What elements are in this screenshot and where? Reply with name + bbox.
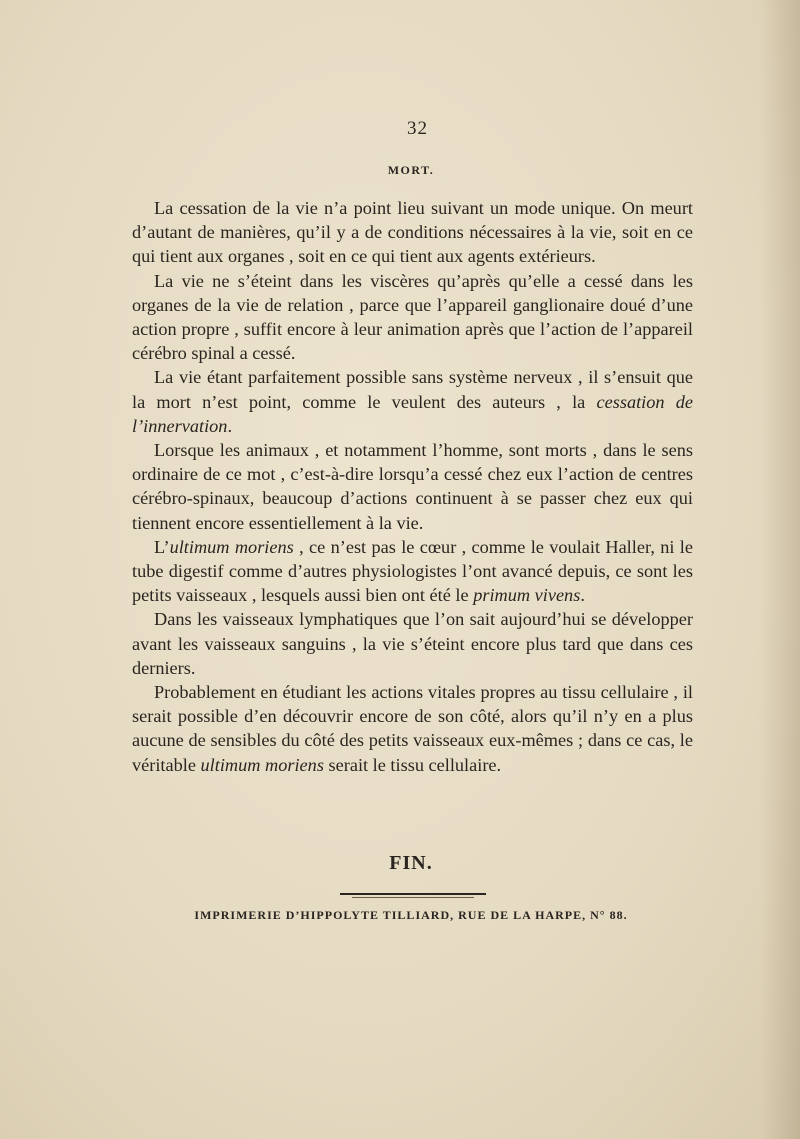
text-run: L’ bbox=[154, 536, 170, 557]
italic-text: ultimum moriens bbox=[200, 754, 324, 775]
paragraph bbox=[132, 680, 693, 777]
text-run: , ce n’est pas le cœur , comme le voulait Haller, ni le tube digestif comme d’autres physiologistes l’ont avancé depuis, ce sont les petits vaisseaux , lesquels aussi bien ont été le bbox=[132, 536, 693, 606]
italic-text: cessation de l’innervation bbox=[132, 391, 693, 436]
paragraph bbox=[132, 607, 693, 680]
running-head: MORT. bbox=[387, 163, 435, 177]
text-run: . bbox=[227, 415, 233, 436]
text-run: Dans les vaisseaux lymphatiques que l’on sait aujourd’hui se développer avant les vaisseaux sanguins , la vie s’éteint encore plus tard que dans ces derniers. bbox=[132, 609, 693, 678]
text-run: serait le tissu cellulaire. bbox=[323, 754, 502, 775]
text-run: . bbox=[580, 585, 585, 606]
paragraph bbox=[132, 196, 693, 269]
italic-text: primum vivens bbox=[473, 585, 581, 606]
fin-mark: FIN. bbox=[389, 852, 433, 874]
paragraph bbox=[132, 438, 693, 535]
printer-imprint: IMPRIMERIE D’HIPPOLYTE TILLIARD, RUE DE LA HARPE, N° 88. bbox=[194, 908, 628, 922]
text-run: La vie ne s’éteint dans les viscères qu’après qu’elle a cessé dans les organes de la vie de relation , parce que l’appareil ganglionaire doué d’une action propre , suffit encore à leur animation après que l’action de l’appareil cérébro spinal a cessé. bbox=[132, 270, 693, 364]
text-run: La cessation de la vie n’a point lieu suivant un mode unique. On meurt d’autant de manières, qu’il y a de conditions nécessaires à la vie, soit en ce qui tient aux organes , soit en ce qui tient aux agents extérieurs. bbox=[132, 198, 693, 267]
paragraph bbox=[132, 365, 693, 438]
divider-rule-thin bbox=[352, 897, 474, 898]
body-text bbox=[132, 196, 693, 777]
italic-text: ultimum moriens bbox=[169, 536, 294, 557]
divider-rule bbox=[340, 893, 486, 895]
paragraph bbox=[132, 535, 693, 608]
text-run: La vie étant parfaitement possible sans système nerveux , il s’ensuit que la mort n’est point, comme le veulent des auteurs , la bbox=[132, 367, 693, 412]
text-run: Lorsque les animaux , et notamment l’homme, sont morts , dans le sens ordinaire de ce mot , c’est-à-dire lorsqu’a cessé chez eux l’action de centres cérébro-spinaux, beaucoup d’actions continuent à se passer chez eux qui tiennent encore essentiellement à la vie. bbox=[132, 440, 693, 533]
text-run: Probablement en étudiant les actions vitales propres au tissu cellulaire , il serait possible d’en découvrir encore de son côté, alors qu’il n’y en a plus aucune de sensibles du côté des petits vaisseaux eux-mêmes ; dans ce cas, le véritable bbox=[132, 682, 693, 775]
paragraph bbox=[132, 269, 693, 366]
page-number: 32 bbox=[407, 118, 428, 139]
